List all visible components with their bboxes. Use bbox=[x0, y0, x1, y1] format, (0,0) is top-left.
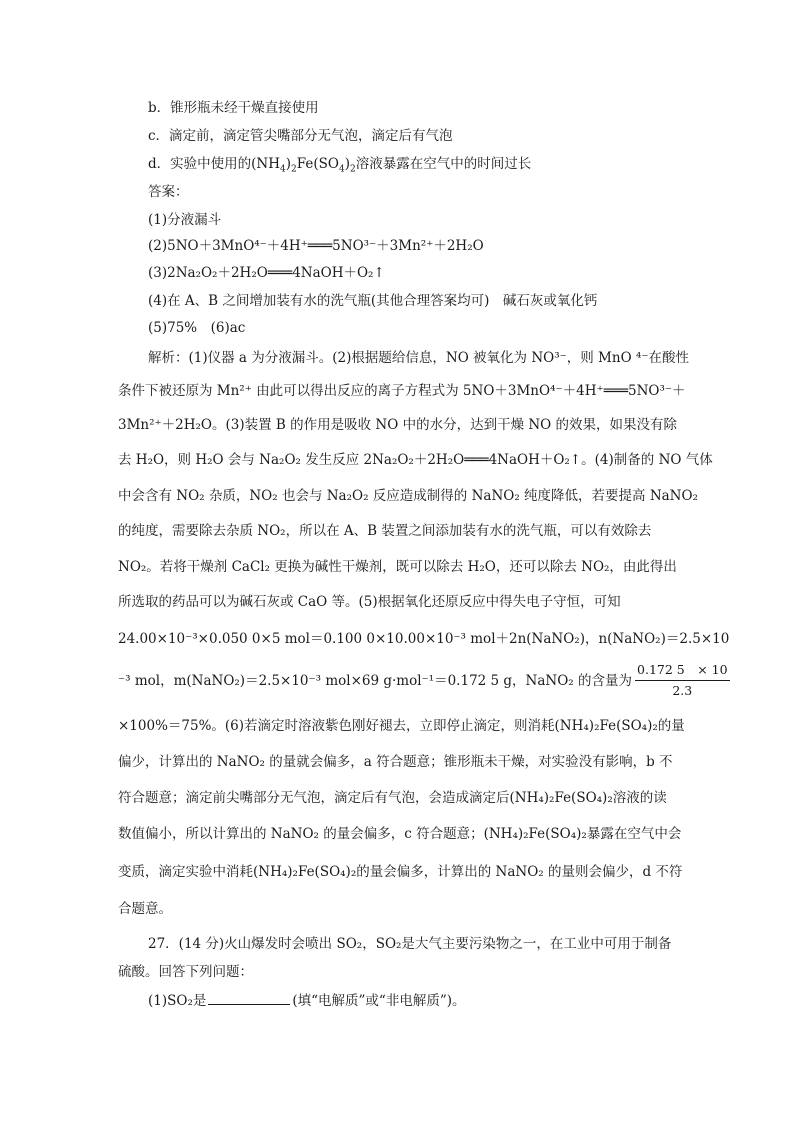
answer-label: 答案： bbox=[148, 184, 189, 200]
analysis-line-1: 解析：(1)仪器 a 为分液漏斗。(2)根据题给信息，NO 被氧化为 NO³⁻，则 MnO ⁴⁻在酸性 bbox=[148, 350, 689, 366]
option-d-pre: d．实验中使用的(NH bbox=[148, 156, 280, 172]
q27-line-1: 27．(14 分)火山爆发时会喷出 SO₂，SO₂是大气主要污染物之一，在工业中可用于制备 bbox=[148, 936, 672, 952]
analysis-line-14: 数值偏小，所以计算出的 NaNO₂ 的量会偏多，c 符合题意；(NH₄)₂Fe(SO₄)₂暴露在空气中会 bbox=[118, 826, 682, 842]
option-d-mid1: ) bbox=[285, 156, 292, 172]
analysis-line-11: ×100%＝75%。(6)若滴定时溶液紫色刚好褪去，立即停止滴定，则消耗(NH₄)₂Fe(SO₄)₂的量 bbox=[118, 718, 685, 734]
answer-1: (1)分液漏斗 bbox=[148, 212, 222, 228]
fraction-denominator: 2.3 bbox=[672, 683, 693, 698]
option-b: b．锥形瓶未经干燥直接使用 bbox=[148, 100, 319, 116]
sub-4b: 4 bbox=[338, 164, 345, 175]
option-d bbox=[148, 152, 532, 175]
answer-2: (2)5NO＋3MnO⁴⁻＋4H⁺═══5NO³⁻＋3Mn²⁺＋2H₂O bbox=[148, 238, 484, 254]
answer-3: (3)2Na₂O₂＋2H₂O═══4NaOH＋O₂↑ bbox=[148, 265, 385, 281]
sub-2b: 2 bbox=[349, 164, 356, 175]
analysis-line-13: 符合题意；滴定前尖嘴部分无气泡，滴定后有气泡，会造成滴定后(NH₄)₂Fe(SO₄)₂溶液的读 bbox=[118, 790, 667, 806]
analysis-line-12: 偏少，计算出的 NaNO₂ 的量就会偏多，a 符合题意；锥形瓶未干燥，对实验没有影响，b 不 bbox=[118, 754, 673, 770]
q27-sub1-pre: (1)SO₂是 bbox=[148, 993, 207, 1009]
analysis-line-8: 所选取的药品可以为碱石灰或 CaO 等。(5)根据氧化还原反应中得失电子守恒，可知 bbox=[118, 594, 621, 610]
q27-sub1-post: (填“电解质”或“非电解质”)。 bbox=[292, 993, 466, 1009]
option-d-mid2: Fe(SO bbox=[296, 156, 339, 172]
option-d-mid3: ) bbox=[344, 156, 350, 172]
sub-2: 2 bbox=[291, 164, 297, 175]
fraction-numerator: 0.172 5 × 10 bbox=[635, 660, 730, 681]
analysis-line-10-text: ⁻³ mol，m(NaNO₂)＝2.5×10⁻³ mol×69 g·mol⁻¹＝0.172 5 g，NaNO₂ 的含量为 bbox=[118, 673, 633, 689]
analysis-line-7: NO₂。若将干燥剂 CaCl₂ 更换为碱性干燥剂，既可以除去 H₂O，还可以除去 NO₂，由此得出 bbox=[118, 559, 677, 575]
analysis-line-9: 24.00×10⁻³×0.050 0×5 mol＝0.100 0×10.00×10⁻³ mol＋2n(NaNO₂)，n(NaNO₂)＝2.5×10 bbox=[118, 631, 730, 647]
q27-sub1 bbox=[148, 989, 466, 1009]
analysis-line-5: 中会含有 NO₂ 杂质，NO₂ 也会与 Na₂O₂ 反应造成制得的 NaNO₂ 纯度降低，若要提高 NaNO₂ bbox=[118, 488, 698, 504]
option-c: c．滴定前，滴定管尖嘴部分无气泡，滴定后有气泡 bbox=[148, 128, 453, 144]
analysis-line-6: 的纯度，需要除去杂质 NO₂，所以在 A、B 装置之间添加装有水的洗气瓶，可以有效除去 bbox=[118, 523, 652, 539]
sub-4: 4 bbox=[280, 164, 286, 175]
answer-blank[interactable] bbox=[208, 992, 290, 1005]
analysis-line-4: 去 H₂O，则 H₂O 会与 Na₂O₂ 发生反应 2Na₂O₂＋2H₂O═══4NaOH＋O₂↑。(4)制备的 NO 气体 bbox=[118, 452, 713, 468]
answer-4: (4)在 A、B 之间增加装有水的洗气瓶(其他合理答案均可) 碱石灰或氧化钙 bbox=[148, 293, 598, 309]
option-d-post: 溶液暴露在空气中的时间过长 bbox=[355, 156, 532, 172]
analysis-line-3: 3Mn²⁺＋2H₂O。(3)装置 B 的作用是吸收 NO 中的水分，达到干燥 NO 的效果，如果没有除 bbox=[118, 417, 678, 433]
analysis-line-15: 变质，滴定实验中消耗(NH₄)₂Fe(SO₄)₂的量会偏多，计算出的 NaNO₂ 的量则会偏少，d 不符 bbox=[118, 864, 683, 880]
analysis-line-16: 合题意。 bbox=[118, 901, 172, 917]
analysis-line-2: 条件下被还原为 Mn²⁺ 由此可以得出反应的离子方程式为 5NO＋3MnO⁴⁻＋4H⁺═══5NO³⁻＋ bbox=[118, 383, 686, 399]
q27-line-2: 硫酸。回答下列问题： bbox=[118, 964, 253, 980]
answer-5: (5)75% (6)ac bbox=[148, 320, 246, 336]
content-fraction bbox=[635, 660, 730, 698]
